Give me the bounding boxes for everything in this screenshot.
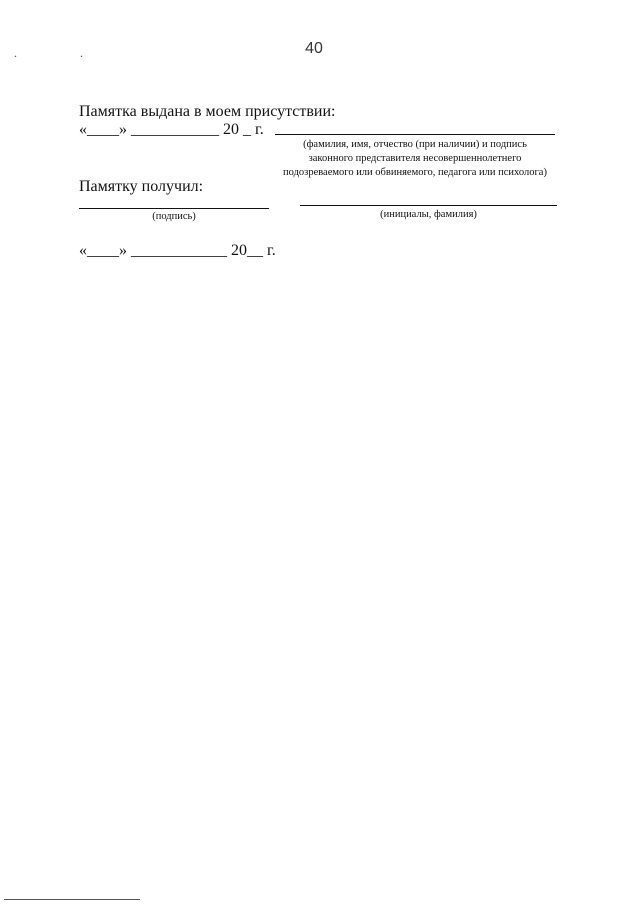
- section1-caption-2: законного представителя несовершеннолетнего: [308, 153, 522, 164]
- footnote-rule: [4, 899, 140, 900]
- page-number: 40: [305, 40, 323, 57]
- section1-caption-3: подозреваемого или обвиняемого, педагога или психолога): [283, 167, 547, 178]
- corner-marks: . .: [14, 46, 113, 60]
- section1-heading: Памятка выдана в моем присутствии:: [79, 103, 336, 120]
- signature-caption: (подпись): [152, 211, 196, 222]
- section1-caption-1: (фамилия, имя, отчество (при наличии) и подпись: [303, 139, 527, 150]
- name-rule: [300, 205, 557, 206]
- section1-date-line: «____» ___________ 20 _ г.: [79, 121, 264, 138]
- section2-date-line: «____» ____________ 20__ г.: [79, 242, 276, 259]
- signature-rule: [79, 208, 269, 209]
- section1-signature-rule: [275, 134, 555, 135]
- name-caption: (инициалы, фамилия): [380, 209, 477, 220]
- section2-heading: Памятку получил:: [79, 178, 204, 195]
